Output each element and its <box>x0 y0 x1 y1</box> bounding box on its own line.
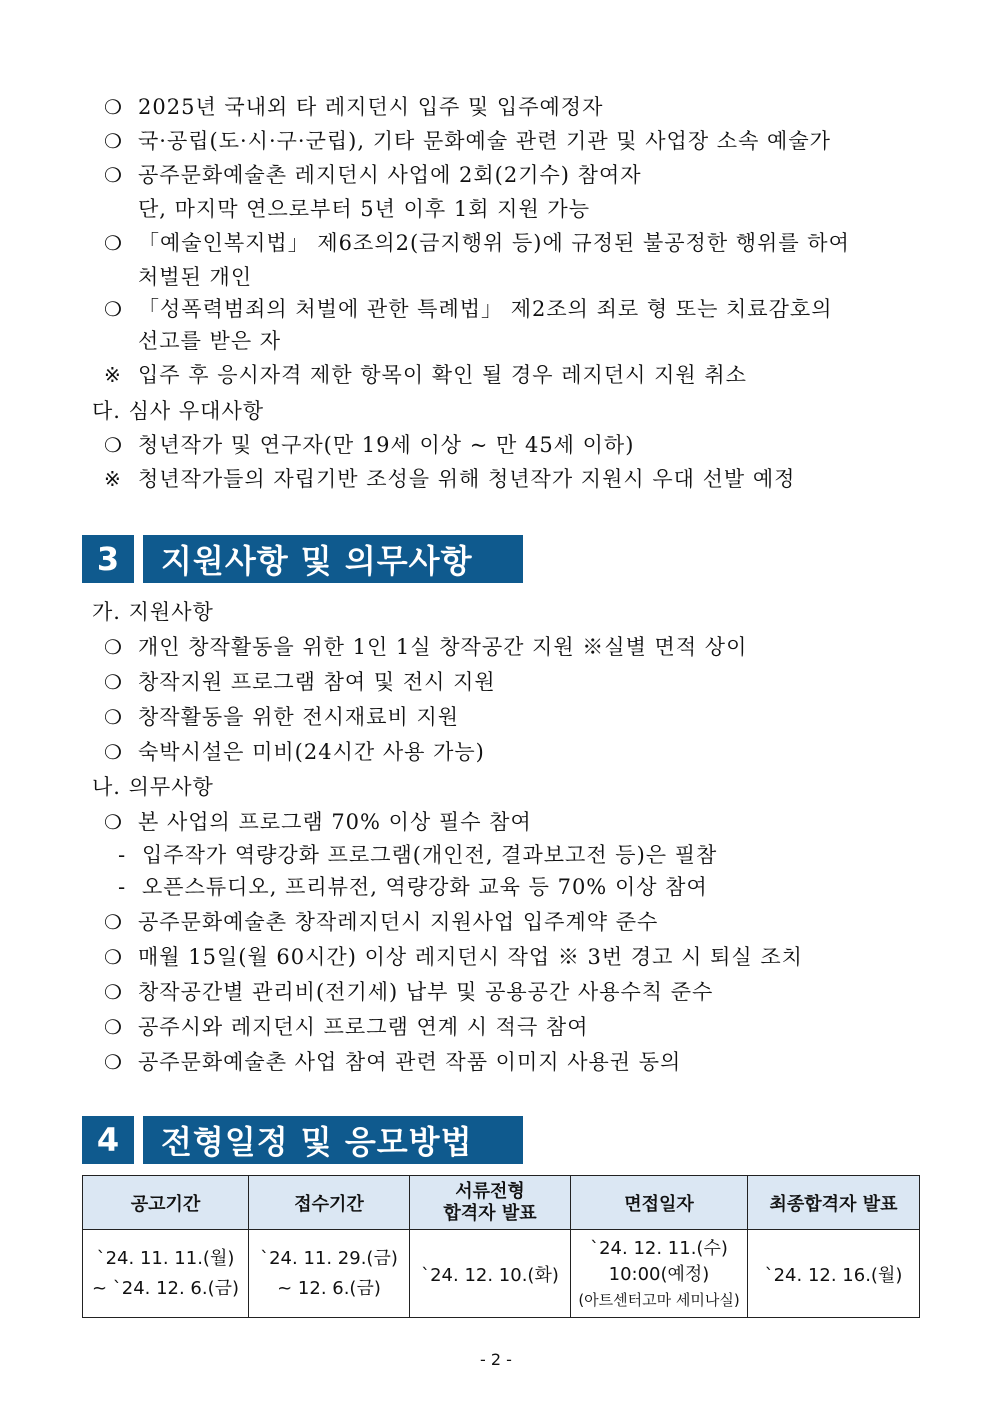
section-3-number: 3 <box>82 535 134 583</box>
eligibility-item-continuation <box>104 261 252 291</box>
preference-note <box>104 463 795 493</box>
eligibility-item <box>104 125 831 155</box>
eligibility-note <box>104 359 747 389</box>
eligibility-item <box>104 91 603 121</box>
circle-bullet-icon: ❍ <box>104 129 123 153</box>
cell-receive <box>249 1230 410 1318</box>
eligibility-item-continuation <box>104 193 590 223</box>
circle-bullet-icon: ❍ <box>104 635 123 659</box>
item-text: 창작공간별 관리비(전기세) 납부 및 공용공간 사용수칙 준수 <box>138 980 714 1004</box>
item-text: 단, 마지막 연으로부터 5년 이후 1회 지원 가능 <box>138 197 590 221</box>
interview-date: `24. 12. 11.(수) <box>590 1237 728 1259</box>
item-text: 「예술인복지법」 제6조의2(금지행위 등)에 규정된 불공정한 행위를 하여 <box>138 231 850 255</box>
item-text: 공주시와 레지던시 프로그램 연계 시 적극 참여 <box>138 1015 589 1039</box>
item-text: 공주문화예술촌 레지던시 사업에 2회(2기수) 참여자 <box>138 163 642 187</box>
cell-announce <box>83 1230 249 1318</box>
circle-bullet-icon: ❍ <box>104 1015 123 1039</box>
duty-heading: 나. 의무사항 <box>92 775 214 799</box>
announce-end: ~ `24. 12. 6.(금) <box>91 1277 240 1299</box>
item-text: 본 사업의 프로그램 70% 이상 필수 참여 <box>138 810 532 834</box>
circle-bullet-icon: ❍ <box>104 95 123 119</box>
cell-interview <box>571 1230 748 1318</box>
item-text: 청년작가들의 자립기반 조성을 위해 청년작가 지원시 우대 선발 예정 <box>138 467 796 491</box>
interview-time: 10:00(예정) <box>608 1263 710 1285</box>
circle-bullet-icon: ❍ <box>104 980 123 1004</box>
item-text: 처벌된 개인 <box>138 265 253 289</box>
cell-document: `24. 12. 10.(화) <box>410 1230 571 1318</box>
duty-subitem <box>118 871 708 901</box>
item-text: 「성폭력범죄의 처벌에 관한 특례법」 제2조의 죄로 형 또는 치료감호의 <box>138 297 833 321</box>
header-receive: 접수기간 <box>249 1176 410 1230</box>
reference-mark-icon: ※ <box>104 467 122 491</box>
duty-item <box>104 906 658 936</box>
circle-bullet-icon: ❍ <box>104 433 123 457</box>
section-4-number: 4 <box>82 1116 134 1164</box>
reference-mark-icon: ※ <box>104 363 122 387</box>
item-text: 공주문화예술촌 사업 참여 관련 작품 이미지 사용권 동의 <box>138 1050 682 1074</box>
support-item <box>104 701 459 731</box>
preference-heading: 다. 심사 우대사항 <box>92 399 265 423</box>
schedule-table <box>82 1175 920 1318</box>
dash-mark: - <box>118 843 127 867</box>
circle-bullet-icon: ❍ <box>104 297 123 321</box>
support-heading: 가. 지원사항 <box>92 600 214 624</box>
circle-bullet-icon: ❍ <box>104 740 123 764</box>
eligibility-item <box>104 227 850 257</box>
duty-item <box>104 1011 588 1041</box>
table-row <box>83 1230 920 1318</box>
duty-subitem <box>118 839 717 869</box>
section-4-title: 전형일정 및 응모방법 <box>143 1116 523 1164</box>
circle-bullet-icon: ❍ <box>104 945 123 969</box>
cell-final: `24. 12. 16.(월) <box>748 1230 920 1318</box>
item-text: 오픈스튜디오, 프리뷰전, 역량강화 교육 등 70% 이상 참여 <box>142 875 708 899</box>
item-text: 개인 창작활동을 위한 1인 1실 창작공간 지원 ※실별 면적 상이 <box>138 635 748 659</box>
circle-bullet-icon: ❍ <box>104 670 123 694</box>
item-text: 2025년 국내외 타 레지던시 입주 및 입주예정자 <box>138 95 604 119</box>
circle-bullet-icon: ❍ <box>104 1050 123 1074</box>
item-text: 매월 15일(월 60시간) 이상 레지던시 작업 ※ 3번 경고 시 퇴실 조치 <box>138 945 803 969</box>
interview-place: (아트센터고마 세미나실) <box>578 1290 740 1309</box>
header-document-line2: 합격자 발표 <box>443 1202 537 1224</box>
eligibility-item <box>104 159 642 189</box>
section-3-title: 지원사항 및 의무사항 <box>143 535 523 583</box>
item-text: 공주문화예술촌 창작레지던시 지원사업 입주계약 준수 <box>138 910 659 934</box>
header-announce: 공고기간 <box>83 1176 249 1230</box>
support-item <box>104 666 496 696</box>
preference-item <box>104 429 634 459</box>
header-final: 최종합격자 발표 <box>748 1176 920 1230</box>
duty-item <box>104 976 713 1006</box>
item-text: 창작활동을 위한 전시재료비 지원 <box>138 705 460 729</box>
receive-start: `24. 11. 29.(금) <box>260 1247 398 1269</box>
duty-item <box>104 941 803 971</box>
item-text: 국·공립(도·시·구·군립), 기타 문화예술 관련 기관 및 사업장 소속 예술가 <box>138 129 831 153</box>
announce-start: `24. 11. 11.(월) <box>96 1247 235 1269</box>
item-text: 숙박시설은 미비(24시간 사용 가능) <box>138 740 485 764</box>
circle-bullet-icon: ❍ <box>104 810 123 834</box>
header-document <box>410 1176 571 1230</box>
circle-bullet-icon: ❍ <box>104 231 123 255</box>
duty-item <box>104 806 532 836</box>
eligibility-item-continuation <box>104 325 281 355</box>
item-text: 청년작가 및 연구자(만 19세 이상 ~ 만 45세 이하) <box>138 433 635 457</box>
support-item <box>104 736 485 766</box>
circle-bullet-icon: ❍ <box>104 705 123 729</box>
circle-bullet-icon: ❍ <box>104 163 123 187</box>
support-item <box>104 631 747 661</box>
header-interview: 면접일자 <box>571 1176 748 1230</box>
item-text: 선고를 받은 자 <box>138 329 282 353</box>
dash-mark: - <box>118 875 127 899</box>
circle-bullet-icon: ❍ <box>104 910 123 934</box>
table-header-row <box>83 1176 920 1230</box>
header-document-line1: 서류전형 <box>455 1180 525 1202</box>
item-text: 창작지원 프로그램 참여 및 전시 지원 <box>138 670 496 694</box>
duty-item <box>104 1046 681 1076</box>
item-text: 입주작가 역량강화 프로그램(개인전, 결과보고전 등)은 필참 <box>142 843 718 867</box>
receive-end: ~ 12. 6.(금) <box>277 1277 381 1299</box>
page-number: - 2 - <box>480 1350 512 1369</box>
item-text: 입주 후 응시자격 제한 항목이 확인 될 경우 레지던시 지원 취소 <box>138 363 747 387</box>
eligibility-item <box>104 293 832 323</box>
